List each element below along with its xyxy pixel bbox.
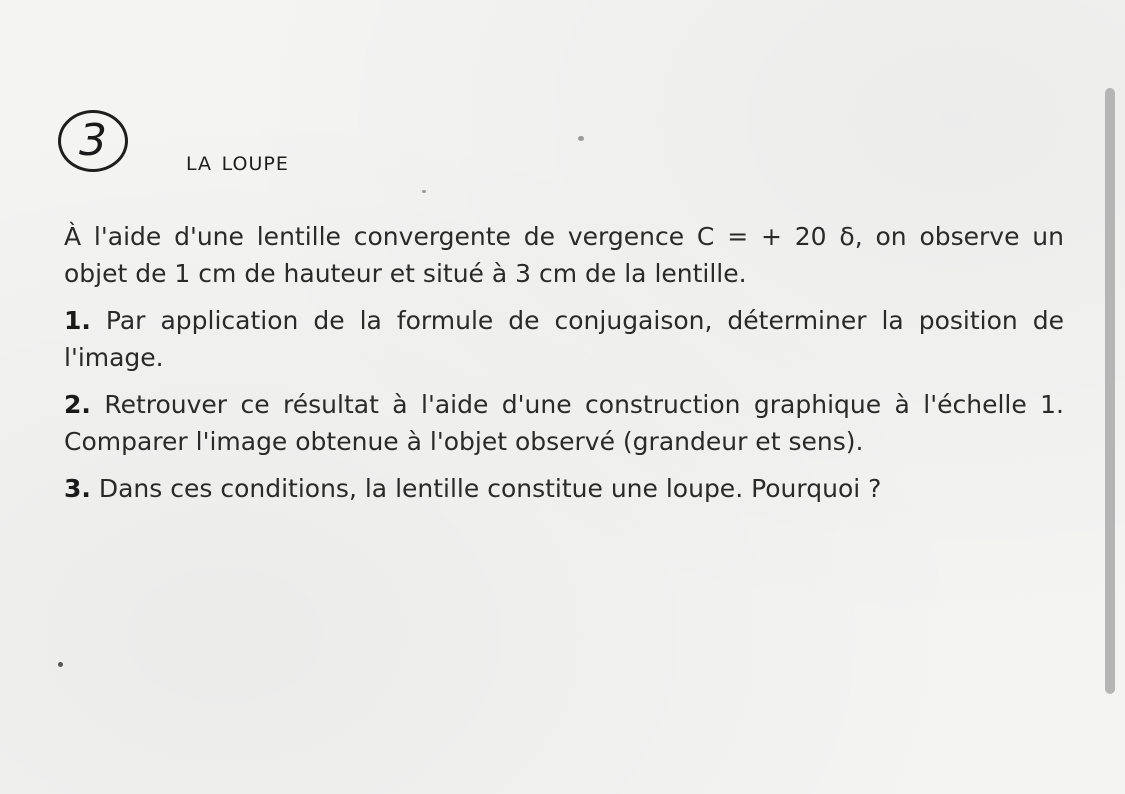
paper-speck — [578, 136, 584, 141]
paper-speck — [422, 190, 426, 193]
question-1-number: 1. — [64, 306, 91, 335]
question-3-number: 3. — [64, 474, 91, 503]
exercise-intro: À l'aide d'une lentille convergente de vergence C = + 20 δ, on observe un objet de 1 cm de hauteur et situé à 3 cm de la lentille. — [64, 222, 1064, 288]
exercise-title-text: la loupe — [186, 146, 289, 177]
question-1-text: Par application de la formule de conjugaison, déterminer la position de l'image. — [64, 306, 1065, 372]
question-2-number: 2. — [64, 390, 91, 419]
exercise-number: 3 — [79, 115, 107, 166]
exercise-number-circle — [58, 110, 128, 172]
question-3 — [64, 470, 1064, 507]
exercise-text — [64, 218, 1064, 517]
question-1 — [64, 302, 1064, 376]
vertical-scrollbar[interactable] — [1105, 88, 1115, 694]
paper-speck — [58, 662, 63, 667]
question-2-text: Retrouver ce résultat à l'aide d'une construction graphique à l'échelle 1. Comparer l'image obtenue à l'objet observé (grandeur et sens). — [64, 390, 1064, 456]
question-2 — [64, 386, 1064, 460]
question-3-text: Dans ces conditions, la lentille constitue une loupe. Pourquoi ? — [98, 474, 882, 503]
exercise-title — [186, 146, 289, 177]
